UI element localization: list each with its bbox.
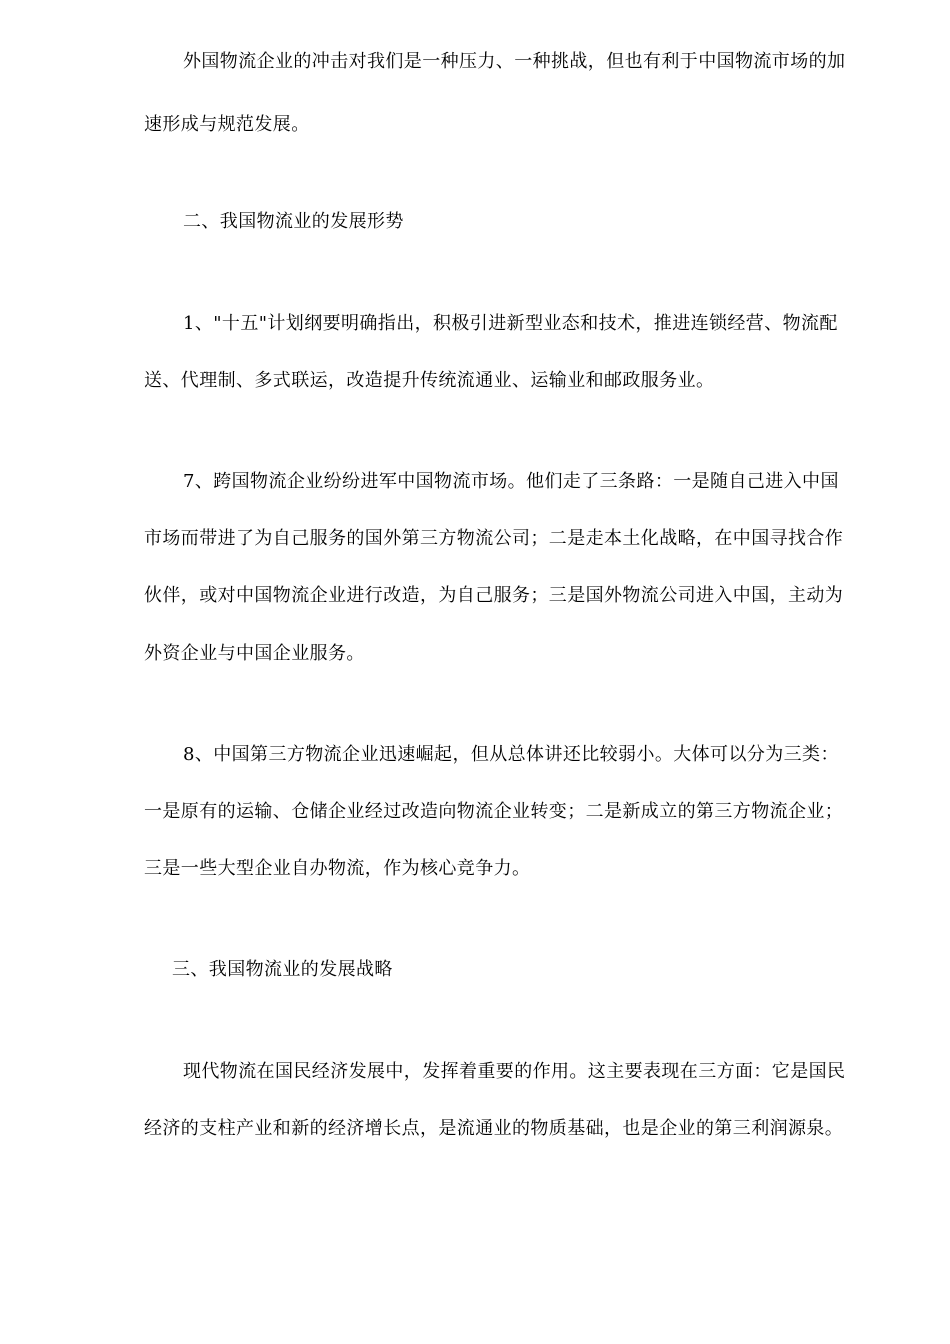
paragraph-item-8-line-1: 8、中国第三方物流企业迅速崛起，但从总体讲还比较弱小。大体可以分为三类： [183,744,839,765]
paragraph-item-7-line-1: 7、跨国物流企业纷纷进军中国物流市场。他们走了三条路：一是随自己进入中国 [183,471,839,492]
paragraph-item-1-line-1: 1、"十五"计划纲要明确指出，积极引进新型业态和技术，推进连锁经营、物流配 [183,313,838,334]
section-heading-2: 二、我国物流业的发展形势 [183,211,404,232]
paragraph-intro-line-1: 外国物流企业的冲击对我们是一种压力、一种挑战，但也有利于中国物流市场的加 [183,51,846,72]
paragraph-item-1-line-2: 送、代理制、多式联运，改造提升传统流通业、运输业和邮政服务业。 [144,370,715,391]
paragraph-item-8-line-3: 三是一些大型企业自办物流，作为核心竞争力。 [144,858,531,879]
paragraph-closing-line-1: 现代物流在国民经济发展中，发挥着重要的作用。这主要表现在三方面：它是国民 [183,1061,846,1082]
paragraph-closing-line-2: 经济的支柱产业和新的经济增长点，是流通业的物质基础，也是企业的第三利润源泉。 [144,1118,844,1139]
paragraph-item-7-line-4: 外资企业与中国企业服务。 [144,643,365,664]
paragraph-item-7-line-2: 市场而带进了为自己服务的国外第三方物流公司；二是走本土化战略，在中国寻找合作 [144,528,844,549]
section-heading-3: 三、我国物流业的发展战略 [172,959,393,980]
paragraph-intro-line-2: 速形成与规范发展。 [144,114,310,135]
paragraph-item-8-line-2: 一是原有的运输、仓储企业经过改造向物流企业转变；二是新成立的第三方物流企业； [144,801,844,822]
paragraph-item-7-line-3: 伙伴，或对中国物流企业进行改造，为自己服务；三是国外物流公司进入中国，主动为 [144,585,844,606]
